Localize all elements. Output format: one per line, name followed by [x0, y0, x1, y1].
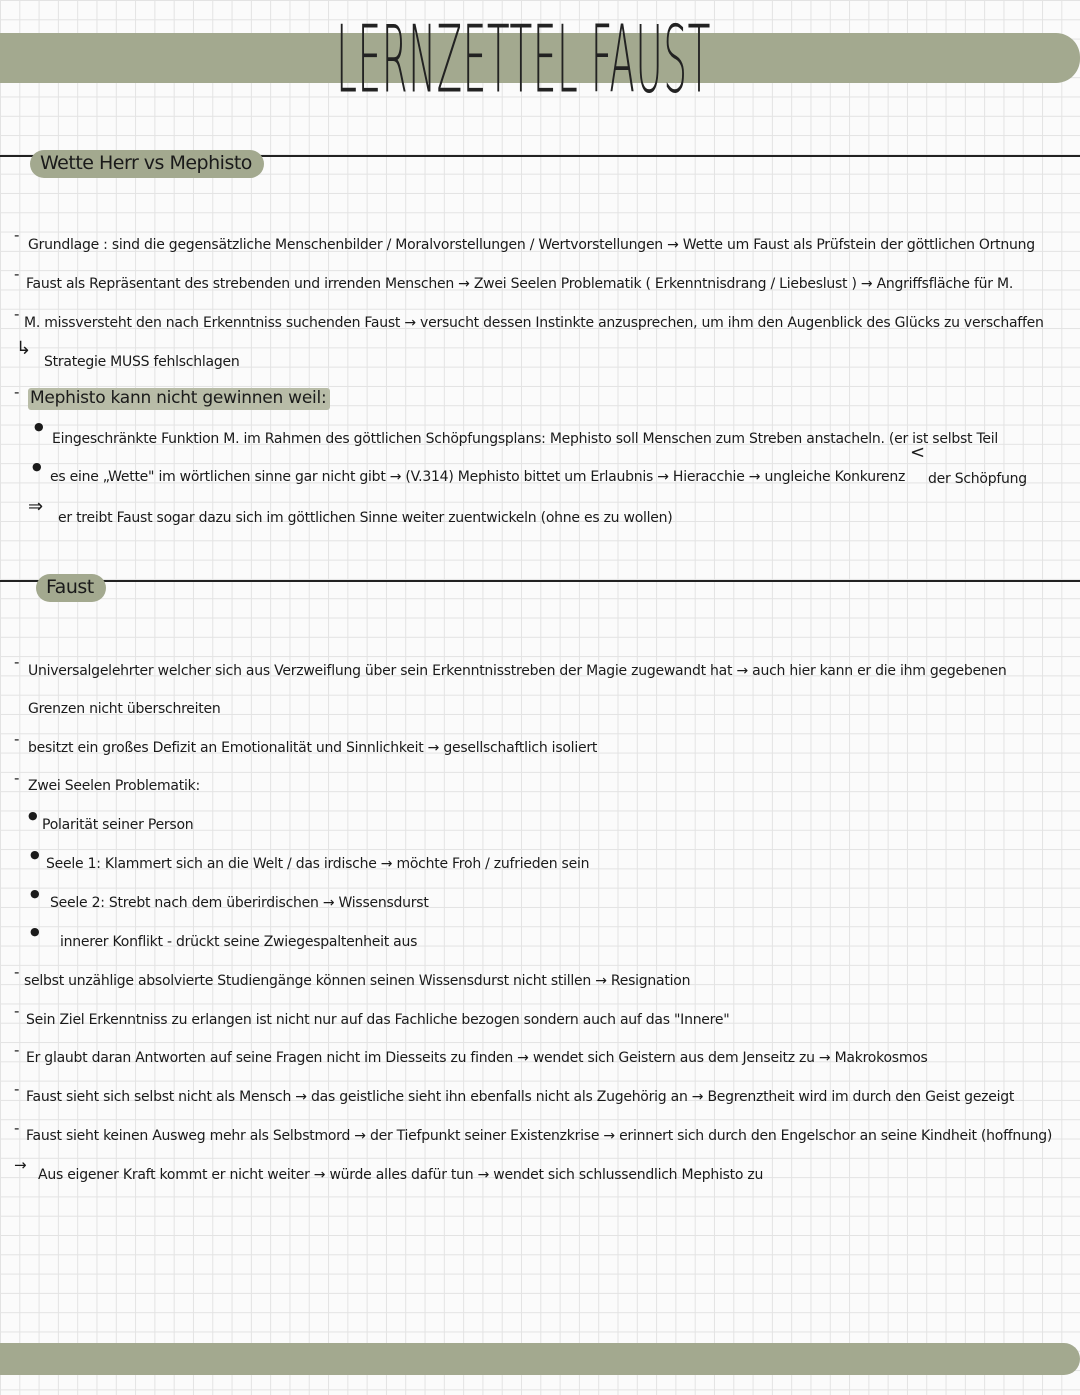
section-divider	[0, 580, 1080, 582]
bullet-icon: ●	[30, 848, 40, 861]
section-heading-wette: Wette Herr vs Mephisto	[30, 150, 264, 178]
note-line: Grundlage : sind die gegensätzliche Menschenbilder / Moralvorstellungen / Wertvorstellungen → Wette um Faust als Prüfstein der göttlichen Ortnung	[28, 237, 1035, 253]
note-line: Faust sieht keinen Ausweg mehr als Selbstmord → der Tiefpunkt seiner Existenzkrise → erinnert sich durch den Engelschor an seine Kindheit (hoffnung)	[26, 1128, 1053, 1144]
note-line: innerer Konflikt - drückt seine Zwiegespaltenheit aus	[60, 934, 418, 950]
dash-marker: -	[14, 265, 20, 283]
dash-marker: -	[14, 730, 20, 748]
note-line: der Schöpfung	[928, 471, 1027, 487]
note-line: es eine „Wette" im wörtlichen sinne gar nicht gibt → (V.314) Mephisto bittet um Erlaubnis → Hieracchie → ungleiche Konkurenz	[50, 469, 906, 485]
note-line: Eingeschränkte Funktion M. im Rahmen des göttlichen Schöpfungsplans: Mephisto soll Menschen zum Streben anstacheln. (er ist selbst Teil	[52, 431, 999, 447]
bullet-icon: ●	[32, 460, 42, 473]
less-than-arrow-icon: <	[910, 442, 926, 463]
note-line: Grenzen nicht überschreiten	[28, 701, 221, 717]
dash-marker: -	[14, 963, 20, 981]
note-line: Sein Ziel Erkenntniss zu erlangen ist nicht nur auf das Fachliche bezogen sondern auch auf das "Innere"	[26, 1012, 730, 1028]
bullet-icon: ●	[34, 420, 44, 433]
note-line: Faust sieht sich selbst nicht als Mensch → das geistliche sieht ihn ebenfalls nicht als Zugehörig an → Begrenztheit wird im durch den Geist gezeigt	[26, 1089, 1015, 1105]
note-line: selbst unzählige absolvierte Studiengänge können seinen Wissensdurst nicht stillen → Resignation	[24, 973, 691, 989]
dash-marker: -	[14, 1119, 20, 1137]
dash-marker: -	[14, 1041, 20, 1059]
dash-marker: -	[14, 226, 20, 244]
bullet-icon: ●	[30, 925, 40, 938]
dash-marker: -	[14, 1080, 20, 1098]
note-line: M. missversteht den nach Erkenntniss suchenden Faust → versucht dessen Instinkte anzusprechen, um ihm den Augenblick des Glücks zu verschaffen	[24, 315, 1044, 331]
note-line: Er glaubt daran Antworten auf seine Fragen nicht im Diesseits zu finden → wendet sich Geistern aus dem Jenseitz zu → Makrokosmos	[26, 1050, 928, 1066]
note-line: Strategie MUSS fehlschlagen	[44, 354, 240, 370]
note-line: besitzt ein großes Defizit an Emotionalität und Sinnlichkeit → gesellschaftlich isoliert	[28, 740, 598, 756]
arrow-right-icon: →	[14, 1156, 27, 1174]
bullet-icon: ●	[30, 887, 40, 900]
return-arrow-icon: ↳	[16, 338, 32, 359]
bullet-icon: ●	[28, 809, 38, 822]
dash-marker: -	[14, 305, 20, 323]
note-line: Universalgelehrter welcher sich aus Verzweiflung über sein Erkenntnisstreben der Magie zugewandt hat → auch hier kann er die ihm gegebenen	[28, 663, 1007, 679]
note-line: er treibt Faust sogar dazu sich im göttlichen Sinne weiter zuentwickeln (ohne es zu wollen)	[58, 510, 673, 526]
note-line: Faust als Repräsentant des strebenden und irrenden Menschen → Zwei Seelen Problematik ( Erkenntnisdrang / Liebeslust ) → Angriffsfläche für M.	[26, 276, 1014, 292]
section-heading-faust: Faust	[36, 574, 106, 602]
note-line: Polarität seiner Person	[42, 817, 194, 833]
dash-marker: -	[14, 383, 20, 401]
highlight-mark: Mephisto kann nicht gewinnen weil:	[28, 388, 330, 410]
dash-marker: -	[14, 1002, 20, 1020]
note-line: Seele 2: Strebt nach dem überirdischen → Wissensdurst	[50, 895, 429, 911]
footer-band	[0, 1343, 1080, 1375]
note-line: Seele 1: Klammert sich an die Welt / das irdische → möchte Froh / zufrieden sein	[46, 856, 590, 872]
highlighted-line	[28, 388, 330, 408]
dash-marker: -	[14, 769, 20, 787]
double-arrow-icon: ⇒	[28, 496, 44, 517]
note-line: Aus eigener Kraft kommt er nicht weiter → würde alles dafür tun → wendet sich schlussendlich Mephisto zu	[38, 1167, 764, 1183]
dash-marker: -	[14, 653, 20, 671]
page-title: LERNZETTEL FAUST	[336, 6, 711, 115]
note-line: Zwei Seelen Problematik:	[28, 778, 200, 794]
